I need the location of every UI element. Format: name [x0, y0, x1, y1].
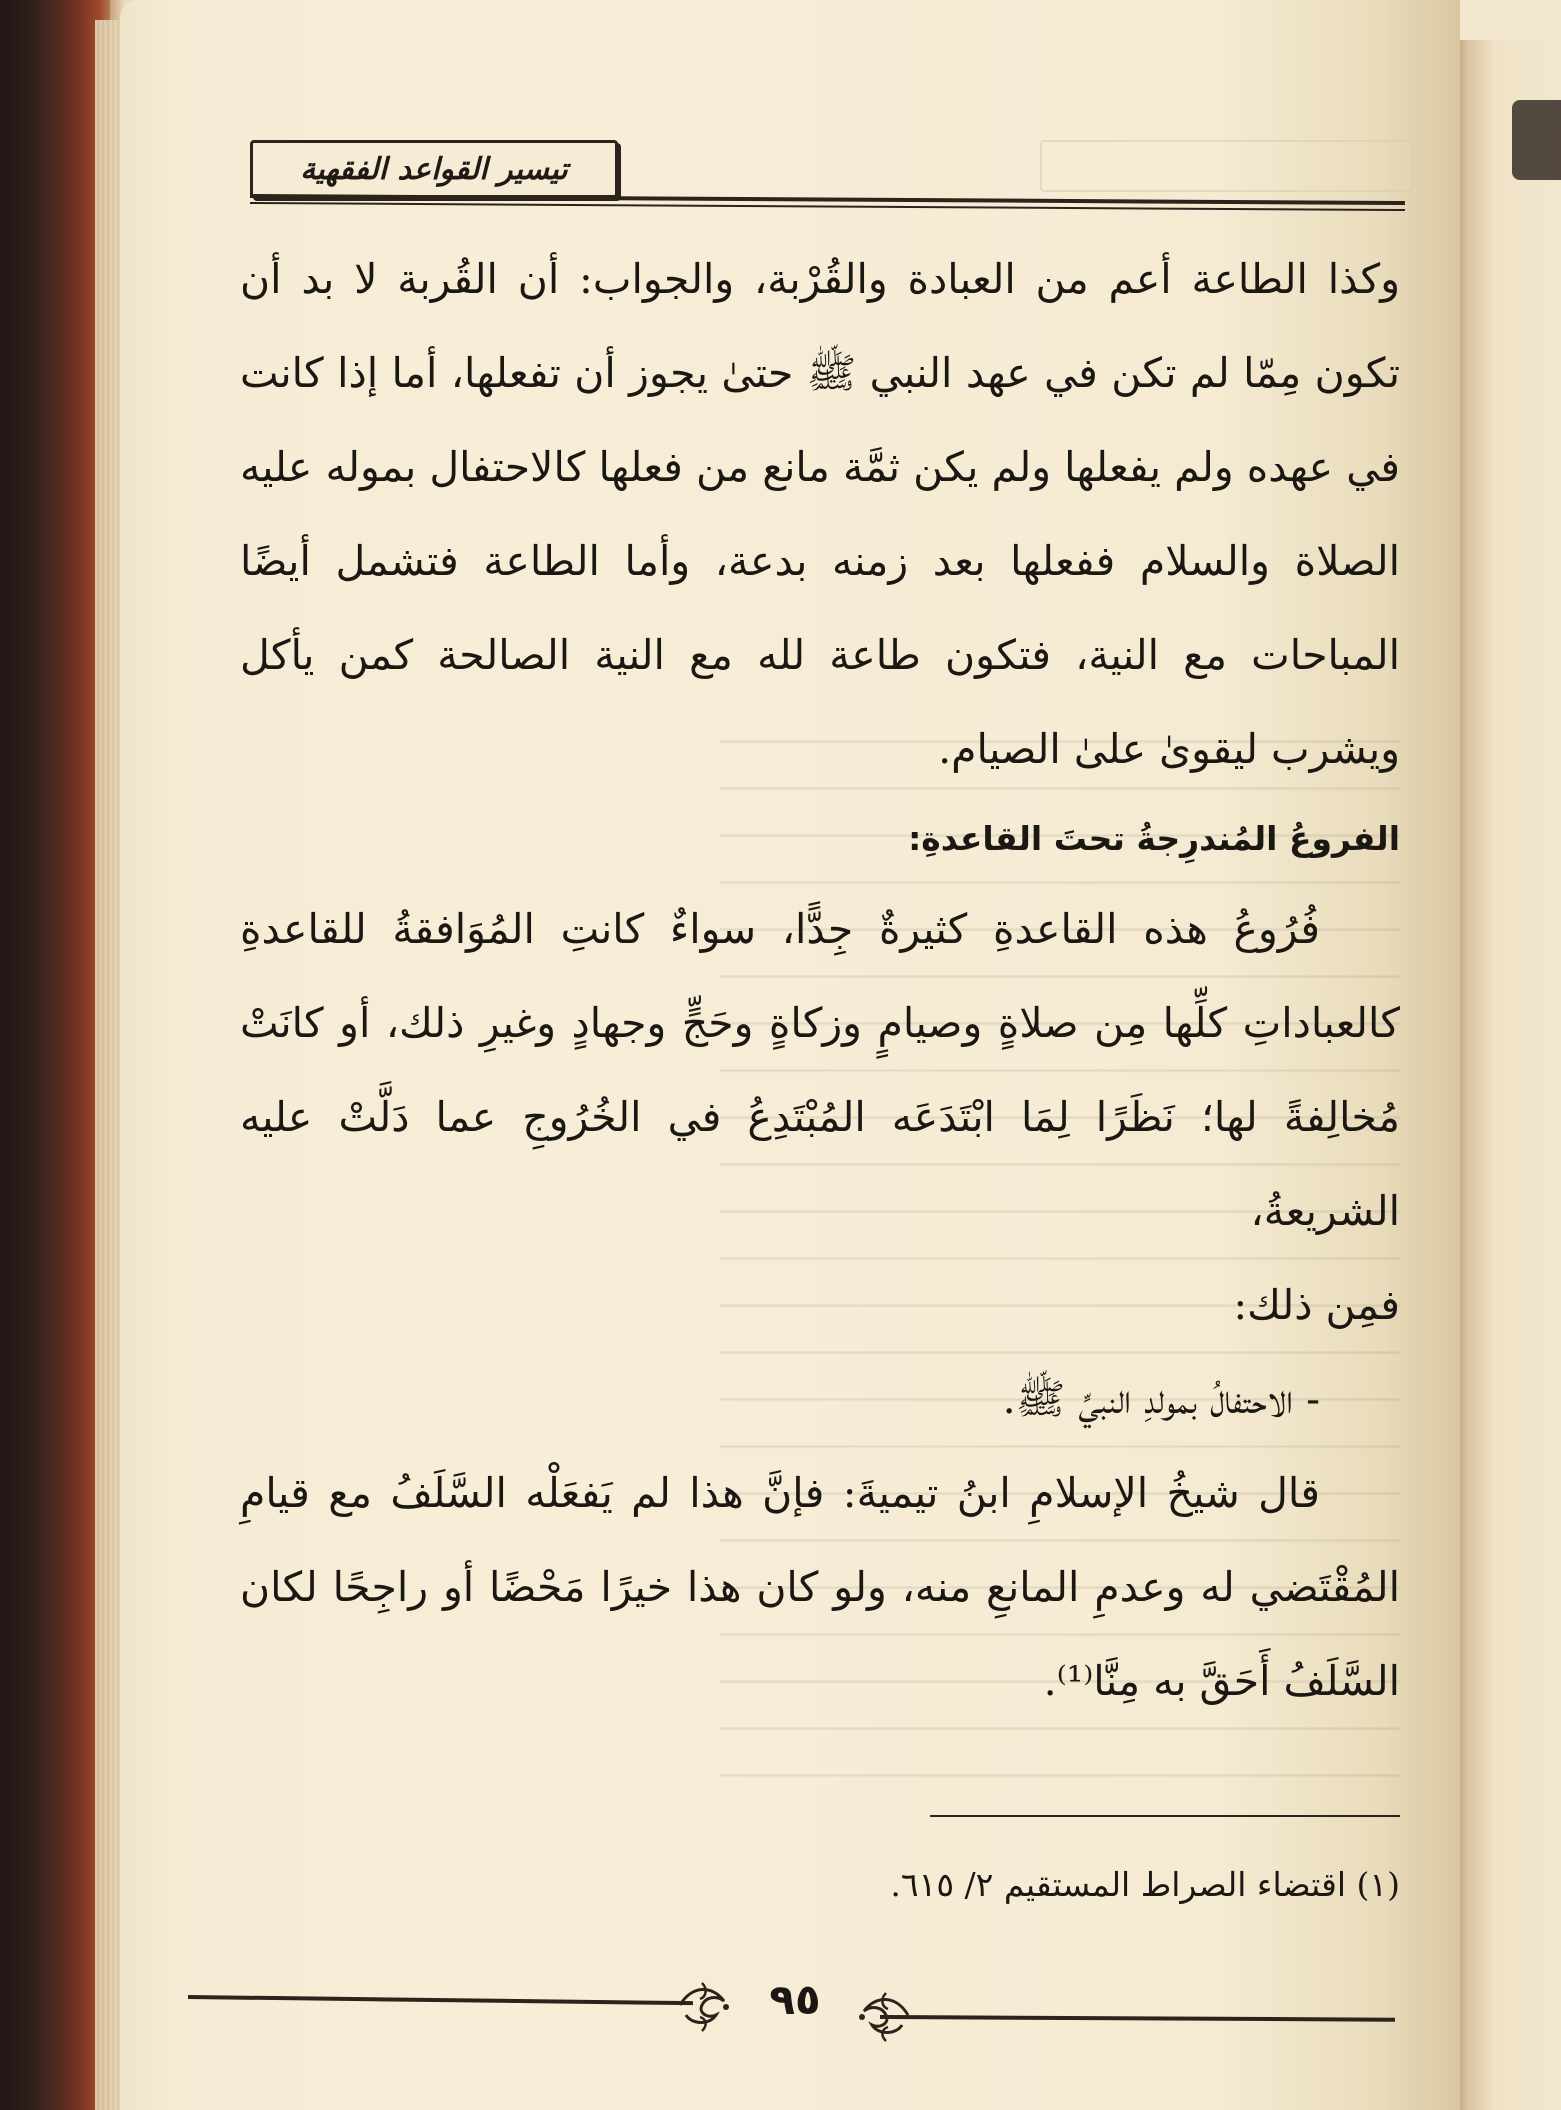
footnote-separator [930, 1815, 1400, 1817]
running-header-frame [250, 140, 618, 198]
paragraph-definition: وكذا الطاعة أعم من العبادة والقُرْبة، والجواب: أن القُربة لا بد أن تكون مِمّا لم تكن في عهد النبي ﷺ حتىٰ يجوز أن تفعلها، أما إذا كانت في عهده ولم يفعلها ولم يكن ثمَّة مانع من فعلها كالاحتفال بموله عليه الصلاة والسلام ففعلها بعد زمنه بدعة، وأما الطاعة فتشمل أيضًا المباحات مع النية، فتكون طاعة لله مع النية الصالحة كمن يأكل ويشرب ليقوىٰ علىٰ الصيام. [240, 255, 1400, 773]
paragraph-branches: فُرُوعُ هذه القاعدةِ كثيرةٌ جِدًّا، سواءٌ كانتِ المُوَافقةُ للقاعدةِ كالعباداتِ كلِّها مِن صلاةٍ وصيامٍ وزكاةٍ وحَجٍّ وجهادٍ وغيرِ ذلك، أو كانَتْ مُخالِفةً لها؛ نَظَرًا لِمَا ابْتَدَعَه المُبْتَدِعُ في الخُرُوجِ عما دَلَّتْ عليه الشريعةُ، [240, 905, 1400, 1235]
page-body [240, 232, 1400, 1728]
book-cover-edge [0, 0, 110, 2110]
footer-ornament-right-icon [852, 1985, 916, 2049]
paragraph-example-item: - الاحتفالُ بمولدِ النبيِّ ﷺ. [1002, 1375, 1320, 1423]
footnote: (١) اقتضاء الصراط المستقيم ٢/ ٦١٥. [890, 1865, 1400, 1904]
section-subheading: الفروعُ المُندرِجةُ تحتَ القاعدةِ: [908, 819, 1400, 858]
paragraph-quote: قال شيخُ الإسلامِ ابنُ تيميةَ: فإنَّ هذا لم يَفعَلْه السَّلَفُ مع قيامِ المُقْتَضي له وعدمِ المانعِ منه، ولو كان هذا خيرًا مَحْضًا أو راجِحًا لكان السَّلَفُ أَحَقَّ به مِنَّا⁽¹⁾. [240, 1469, 1400, 1705]
footer-ornament-left-icon [672, 1975, 736, 2039]
running-header-title: تيسير القواعد الفقهية [300, 151, 568, 187]
paragraph-examples-intro: فمِن ذلك: [1233, 1281, 1400, 1329]
show-through-header-frame [1040, 140, 1414, 192]
facing-page-edge [1455, 40, 1561, 2110]
facing-page-shadow [1512, 100, 1561, 180]
page-number: ٩٥ [769, 1975, 821, 2024]
